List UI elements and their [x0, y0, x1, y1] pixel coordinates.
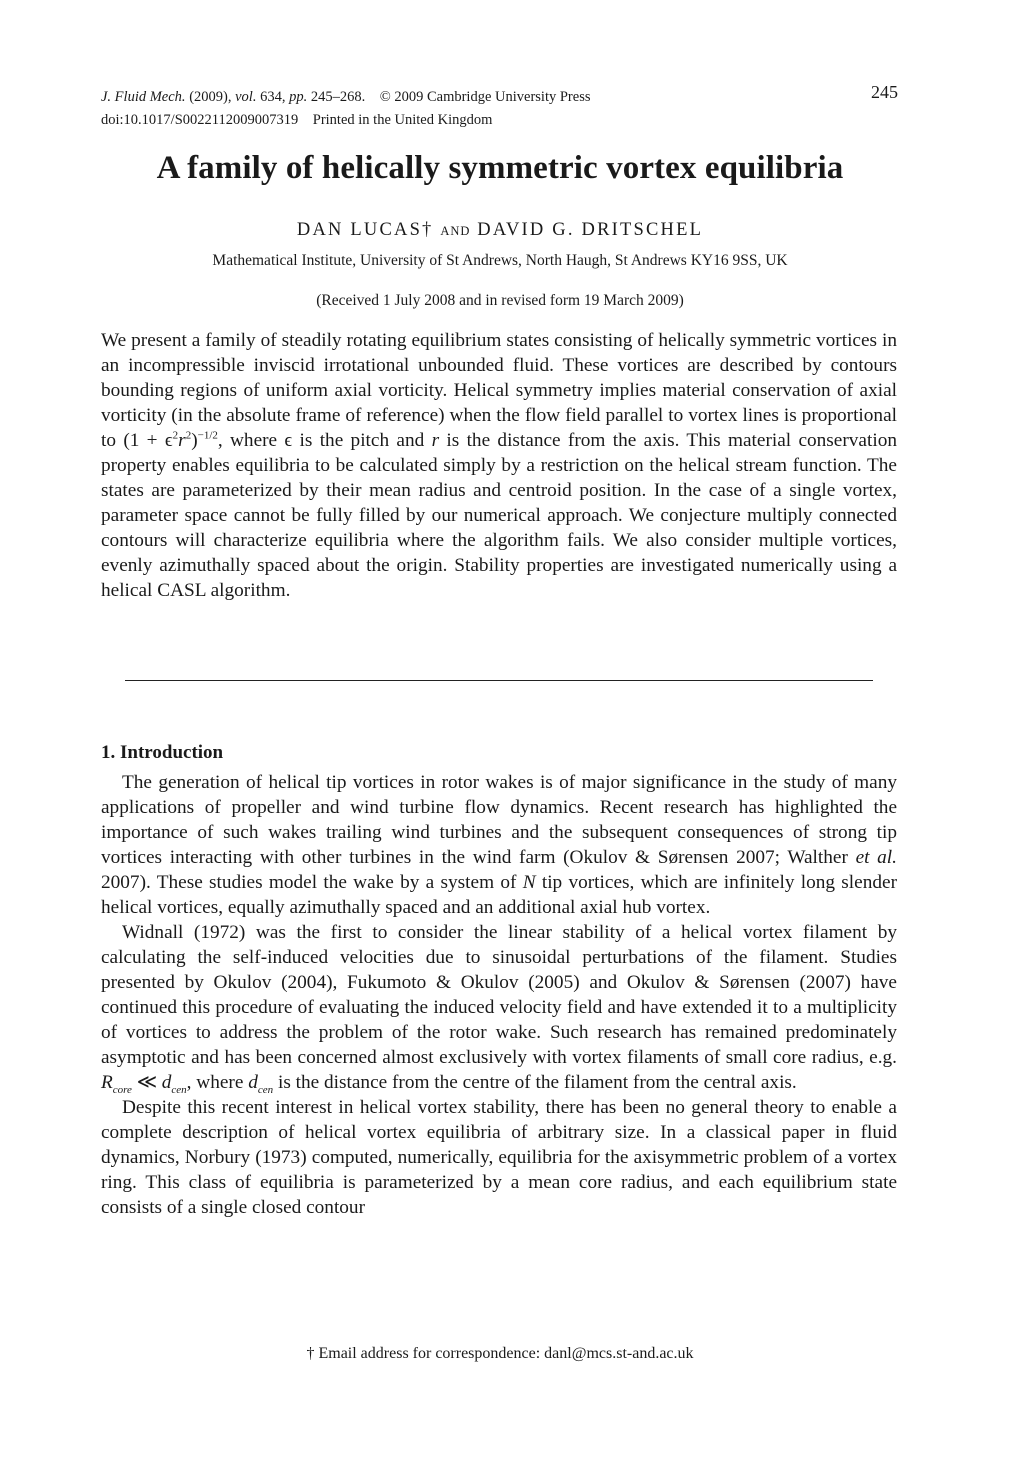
abstract-text: is the distance from the axis. This material conservation property enables equilibria to be calculated simply by a restriction on the helical stream function. The states are parameterized by their mean radius and centroid position. In the case of a single vortex, parameter space cannot be fully filled by our numerical approach. We conjecture multiply connected contours will characterize equilibria where the algorithm fails. We also consider multiple vortices, evenly azimuthally spaced about the origin. Stability properties are investigated numerically using a helical CASL algorithm.	[101, 430, 897, 601]
journal-name: J. Fluid Mech.	[101, 89, 186, 105]
abstract-divider	[125, 680, 873, 681]
volume-label: vol.	[235, 89, 257, 105]
affiliation: Mathematical Institute, University of St Andrews, North Haugh, St Andrews KY16 9SS, UK	[212, 252, 788, 269]
abstract	[101, 328, 897, 603]
formula: $(1 + \epsilon^2r^2)^{-1/2}$	[123, 429, 218, 451]
citation-line	[101, 86, 590, 109]
paragraph-2: Widnall (1972) was the first to consider the linear stability of a helical vortex filament by calculating the self-induced velocities due to sinusoidal perturbations of the filament. Studies presented by Okulov (2004), Fukumoto & Okulov (2005) and Okulov & Sørensen (2007) have continued this procedure of evaluating the induced velocity field and have extended it to a multiplicity of vortices to address the problem of the rotor wake. Such research has remained predominately asymptotic and has been concerned almost exclusively with vortex filaments of small core radius, e.g. $R_{core}$ ≪ $d_{cen}$, where $d_{cen}$ is the distance from the centre of the filament from the central axis.	[101, 922, 897, 1096]
author-conjunction: AND	[440, 224, 471, 238]
doi: doi:10.1017/S0022112009007319	[101, 112, 299, 128]
authors	[0, 220, 1000, 241]
author-lucas: DAN LUCAS†	[296, 220, 434, 240]
paragraph-1: The generation of helical tip vortices in rotor wakes is of major significance in the study of many applications of propeller and wind turbine flow dynamics. Recent research has highlighted the importance of such wakes trailing wind turbines and the subsequent consequences of strong tip vortices interacting with other turbines in the wind farm (Okulov & Sørensen 2007; Walther et al. 2007). These studies model the wake by a system of N tip vortices, which are infinitely long slender helical vortices, equally azimuthally spaced and an additional axial hub vortex.	[101, 772, 897, 918]
variable-r: r	[431, 430, 440, 451]
abstract-text: We present a family of steadily rotating equilibrium states consisting of helically symmetric vortices in an incompressible inviscid irrotational unbounded fluid. These vortices are described by contours bounding regions of uniform axial vorticity. Helical symmetry implies material conservation of axial vorticity (in the absolute frame of reference) when the flow field parallel to vortex lines is proportional to	[101, 330, 897, 451]
printed-in: Printed in the United Kingdom	[312, 112, 493, 128]
author-dritschel: DAVID G. DRITSCHEL	[477, 220, 704, 240]
footnote: † Email address for correspondence: danl@mcs.st-and.ac.uk	[306, 1345, 694, 1362]
journal-year: (2009),	[189, 89, 232, 105]
doi-line	[101, 109, 590, 132]
introduction-body	[101, 770, 897, 1220]
pages-label: pp.	[289, 89, 308, 105]
volume-number: 634,	[260, 89, 286, 105]
received-dates: (Received 1 July 2008 and in revised form 19 March 2009)	[316, 292, 684, 309]
paper-title: A family of helically symmetric vortex equilibria	[156, 150, 844, 186]
section-heading: 1. Introduction	[101, 742, 224, 763]
abstract-paragraph	[101, 328, 897, 603]
journal-header	[101, 86, 590, 132]
page-range: 245–268.	[310, 89, 366, 105]
paragraph-3: Despite this recent interest in helical vortex stability, there has been no general theory to enable a complete description of helical vortex equilibria of arbitrary size. In a classical paper in fluid dynamics, Norbury (1973) computed, numerically, equilibria for the axisymmetric problem of a vortex ring. This class of equilibria is parameterized by a mean core radius, and each equilibrium state consists of a single closed contour	[101, 1097, 897, 1218]
copyright: © 2009 Cambridge University Press	[379, 89, 591, 105]
page-number: 245	[871, 82, 898, 102]
abstract-text: , where ϵ is the pitch and	[217, 430, 432, 451]
